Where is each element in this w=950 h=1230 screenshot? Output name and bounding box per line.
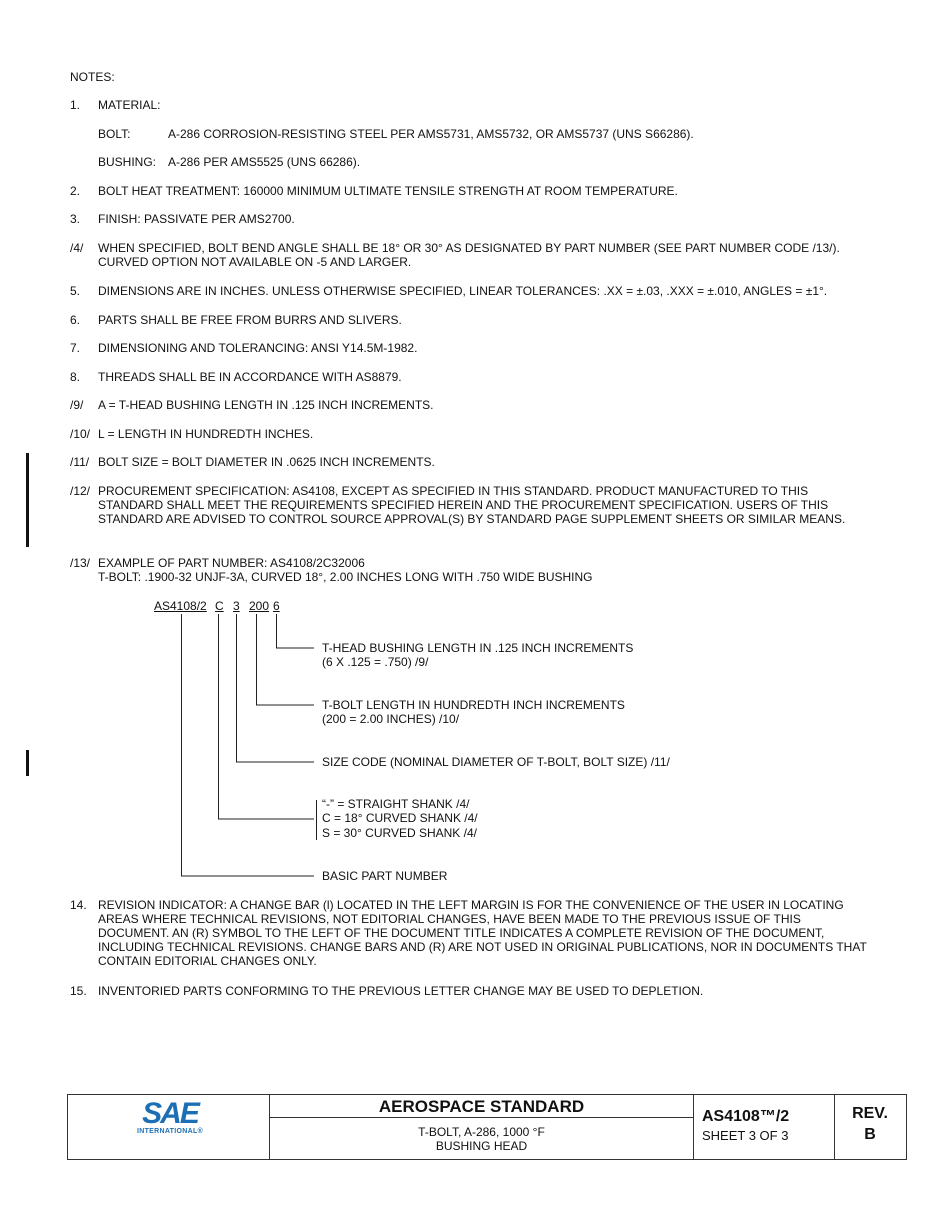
bushing-material: A-286 PER AMS5525 (UNS 66286).	[168, 155, 361, 169]
leader-length	[257, 614, 315, 705]
note-number: /9/	[70, 398, 84, 412]
title-divider	[693, 1094, 694, 1159]
logo-subtext: INTERNATIONAL®	[136, 1128, 203, 1135]
note-text: L = LENGTH IN HUNDREDTH INCHES.	[98, 427, 314, 441]
example-line-1: EXAMPLE OF PART NUMBER: AS4108/2C32006	[98, 556, 365, 570]
annotation-shank-18: C = 18° CURVED SHANK /4/	[322, 811, 478, 825]
note-number: 7.	[70, 341, 81, 355]
note-number: /13/	[70, 556, 91, 570]
document-number: AS4108™/2	[702, 1108, 790, 1125]
note-number: 2.	[70, 184, 81, 198]
sheet-number: SHEET 3 OF 3	[702, 1128, 789, 1143]
leader-size	[237, 614, 315, 762]
pn-basic: AS4108/2	[154, 599, 207, 613]
pn-shank-code: C	[215, 599, 224, 613]
bolt-material: A-286 CORROSION-RESISTING STEEL PER AMS5731, AMS5732, OR AMS5737 (UNS S66286).	[168, 127, 694, 141]
note-text: THREADS SHALL BE IN ACCORDANCE WITH AS8879.	[98, 370, 402, 384]
document-title: AEROSPACE STANDARD	[378, 1097, 585, 1116]
note-number: 6.	[70, 313, 81, 327]
note-number: 15.	[70, 984, 87, 998]
note-number: /11/	[70, 455, 90, 469]
note-number: 1.	[70, 98, 81, 112]
example-line-2: T-BOLT: .1900-32 UNJF-3A, CURVED 18°, 2.00 INCHES LONG WITH .750 WIDE BUSHING	[98, 570, 593, 584]
note-number: 8.	[70, 370, 81, 384]
annotation-shank-30: S = 30° CURVED SHANK /4/	[322, 826, 477, 840]
notes-heading: NOTES:	[70, 70, 115, 84]
annotation-bolt-length-calc: (200 = 2.00 INCHES) /10/	[322, 712, 460, 726]
logo-wordmark: SAE	[142, 1097, 198, 1130]
document-subtitle-2: BUSHING HEAD	[435, 1139, 528, 1153]
note-text: BOLT SIZE = BOLT DIAMETER IN .0625 INCH INCREMENTS.	[98, 455, 435, 469]
bolt-label: BOLT:	[98, 127, 131, 141]
note-text: DIMENSIONS ARE IN INCHES. UNLESS OTHERWISE SPECIFIED, LINEAR TOLERANCES: .XX = ±.03, .XXX = ±.010, ANGLES = ±1°.	[98, 284, 828, 298]
sae-logo	[120, 1097, 220, 1135]
note-number: /10/	[70, 427, 91, 441]
leader-head	[277, 614, 315, 648]
bushing-label: BUSHING:	[98, 155, 157, 169]
leader-shank	[219, 614, 315, 819]
note-number: /4/	[70, 241, 84, 255]
note-text: PARTS SHALL BE FREE FROM BURRS AND SLIVERS.	[98, 313, 402, 327]
pn-head-code: 6	[273, 599, 280, 613]
note-number: 3.	[70, 212, 81, 226]
note-number: /12/	[70, 484, 91, 498]
annotation-size-code: SIZE CODE (NOMINAL DIAMETER OF T-BOLT, BOLT SIZE) /11/	[322, 755, 670, 769]
revision-value: B	[864, 1126, 876, 1143]
material-heading: MATERIAL:	[98, 98, 161, 112]
annotation-shank-straight: “-” = STRAIGHT SHANK /4/	[322, 797, 470, 811]
pn-size-code: 3	[233, 599, 240, 613]
note-text: INVENTORIED PARTS CONFORMING TO THE PREVIOUS LETTER CHANGE MAY BE USED TO DEPLETION.	[98, 984, 704, 998]
annotation-head-length: T-HEAD BUSHING LENGTH IN .125 INCH INCREMENTS	[322, 641, 634, 655]
note-text: PROCUREMENT SPECIFICATION: AS4108, EXCEPT AS SPECIFIED IN THIS STANDARD. PRODUCT MANUFACTURED TO THIS STANDARD SHALL MEET THE REQUIREMENTS SPECIFIED HEREIN AND THE PROCUREMENT SPECIFICATION. USERS OF THIS STANDARD ARE ADVISED TO CONTROL SOURCE APPROVAL(S) BY STANDARD PAGE SUPPLEMENT SHEETS OR SIMILAR MEANS.	[98, 484, 846, 526]
note-text: WHEN SPECIFIED, BOLT BEND ANGLE SHALL BE 18° OR 30° AS DESIGNATED BY PART NUMBER (SEE PART NUMBER CODE /13/). CURVED OPTION NOT AVAILABLE ON -5 AND LARGER.	[98, 241, 840, 269]
annotation-head-length-calc: (6 X .125 = .750) /9/	[322, 655, 429, 669]
revision-label: REV.	[852, 1105, 888, 1122]
pn-length-code: 200	[249, 599, 270, 613]
note-text: BOLT HEAT TREATMENT: 160000 MINIMUM ULTIMATE TENSILE STRENGTH AT ROOM TEMPERATURE.	[98, 184, 678, 198]
note-text: A = T-HEAD BUSHING LENGTH IN .125 INCH INCREMENTS.	[98, 398, 434, 412]
annotation-basic-part: BASIC PART NUMBER	[322, 869, 448, 883]
note-text: DIMENSIONING AND TOLERANCING: ANSI Y14.5M-1982.	[98, 341, 418, 355]
note-number: 14.	[70, 898, 87, 912]
note-number: 5.	[70, 284, 81, 298]
title-divider	[269, 1117, 694, 1118]
document-subtitle-1: T-BOLT, A-286, 1000 °F	[418, 1125, 545, 1139]
leader-basic	[182, 614, 315, 876]
note-text: REVISION INDICATOR: A CHANGE BAR (l) LOCATED IN THE LEFT MARGIN IS FOR THE CONVENIENCE OF THE USER IN LOCATING AREAS WHERE TECHNICAL REVISIONS, NOT EDITORIAL CHANGES, HAVE BEEN MADE TO THE PREVIOUS ISSUE OF THIS DOCUMENT. AN (R) SYMBOL TO THE LEFT OF THE DOCUMENT TITLE INDICATES A COMPLETE REVISION OF THE DOCUMENT, INCLUDING TECHNICAL REVISIONS. CHANGE BARS AND (R) ARE NOT USED IN ORIGINAL PUBLICATIONS, NOR IN DOCUMENTS THAT CONTAIN EDITORIAL CHANGES ONLY.	[98, 898, 867, 968]
annotation-bolt-length: T-BOLT LENGTH IN HUNDREDTH INCH INCREMENTS	[322, 698, 625, 712]
note-text: FINISH: PASSIVATE PER AMS2700.	[98, 212, 295, 226]
